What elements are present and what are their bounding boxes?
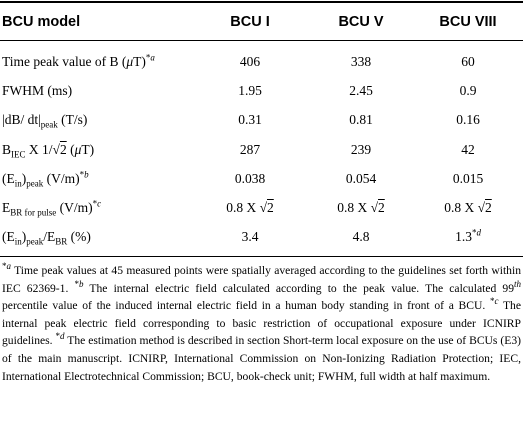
cell-value: 239 — [350, 142, 372, 157]
cell-value: 0.8 X √2 — [226, 200, 274, 215]
cell-value: 0.9 — [459, 83, 477, 98]
table-row — [0, 77, 523, 105]
cell-value: 0.054 — [345, 171, 377, 186]
cell-value: 60 — [461, 54, 475, 69]
cell-value: 1.3$^{*d}$ — [455, 227, 481, 244]
table-row — [0, 165, 523, 193]
cell-value: 287 — [239, 142, 261, 157]
top-rule — [0, 1, 523, 3]
row-label: $B_{IEC}$ X 1/√2 (μT) — [2, 142, 95, 160]
cell-value: 4.8 — [352, 229, 370, 244]
table-footnote: $^{*a}$ Time peak values at 45 measured points were spatially averaged according to the guidelines set forth within IEC 62369-1. $^{*b}$ The internal electric field calculated according to the peak value. The calculated 99th percentile value of the induced internal electric field in a human body standing in front of a BCU. $^{*c}$ The internal peak electric field corresponding to basic restriction of occupational exposure under ICNIRP guidelines. $^{*d}$ The estimation method is described in section Short-term local exposure on the use of BCUs (E3) of the main manuscript. ICNIRP, International Commission on Non-Ionizing Radiation Protection; IEC, International Electrotechnical Commission; BCU, book-check unit; FWHM, full width at half maximum. — [2, 261, 522, 383]
header-rule — [0, 40, 523, 41]
cell-value: 406 — [239, 54, 261, 69]
table-row — [0, 136, 523, 164]
bottom-rule — [0, 256, 523, 257]
header-model: BCU model — [2, 14, 81, 30]
row-label: $E_{BR for pulse}$ $(V/m)^{*c}$ — [2, 198, 102, 218]
row-label: $(E_{in})_{peak}$ $(V/m)^{*b}$ — [2, 169, 89, 189]
table-row — [0, 106, 523, 134]
cell-value: 0.81 — [349, 112, 373, 127]
cell-value: 0.8 X √2 — [337, 200, 385, 215]
row-label: |dB/ $dt|_{peak}$ (T/s) — [2, 112, 88, 130]
cell-value: 1.95 — [238, 83, 262, 98]
row-label: FWHM (ms) — [2, 83, 73, 98]
header-bcu-v: BCU V — [338, 14, 384, 30]
cell-value: 0.31 — [238, 112, 262, 127]
cell-value: 0.015 — [452, 171, 484, 186]
header-bcu-viii: BCU VIII — [439, 14, 497, 30]
row-label: Time peak value of B $(\mu T)^{*a}$ — [2, 52, 155, 69]
cell-value: 0.038 — [234, 171, 266, 186]
header-bcu-i: BCU I — [230, 14, 270, 30]
table-row — [0, 194, 523, 222]
cell-value: 338 — [350, 54, 372, 69]
cell-value: 2.45 — [349, 83, 373, 98]
table-row — [0, 223, 523, 251]
cell-value: 3.4 — [241, 229, 259, 244]
cell-value: 42 — [461, 142, 475, 157]
row-label: $(E_{in})_{peak}/E_{BR}$ (%) — [2, 229, 91, 247]
cell-value: 0.16 — [456, 112, 480, 127]
table-row — [0, 48, 523, 76]
cell-value: 0.8 X √2 — [444, 200, 492, 215]
